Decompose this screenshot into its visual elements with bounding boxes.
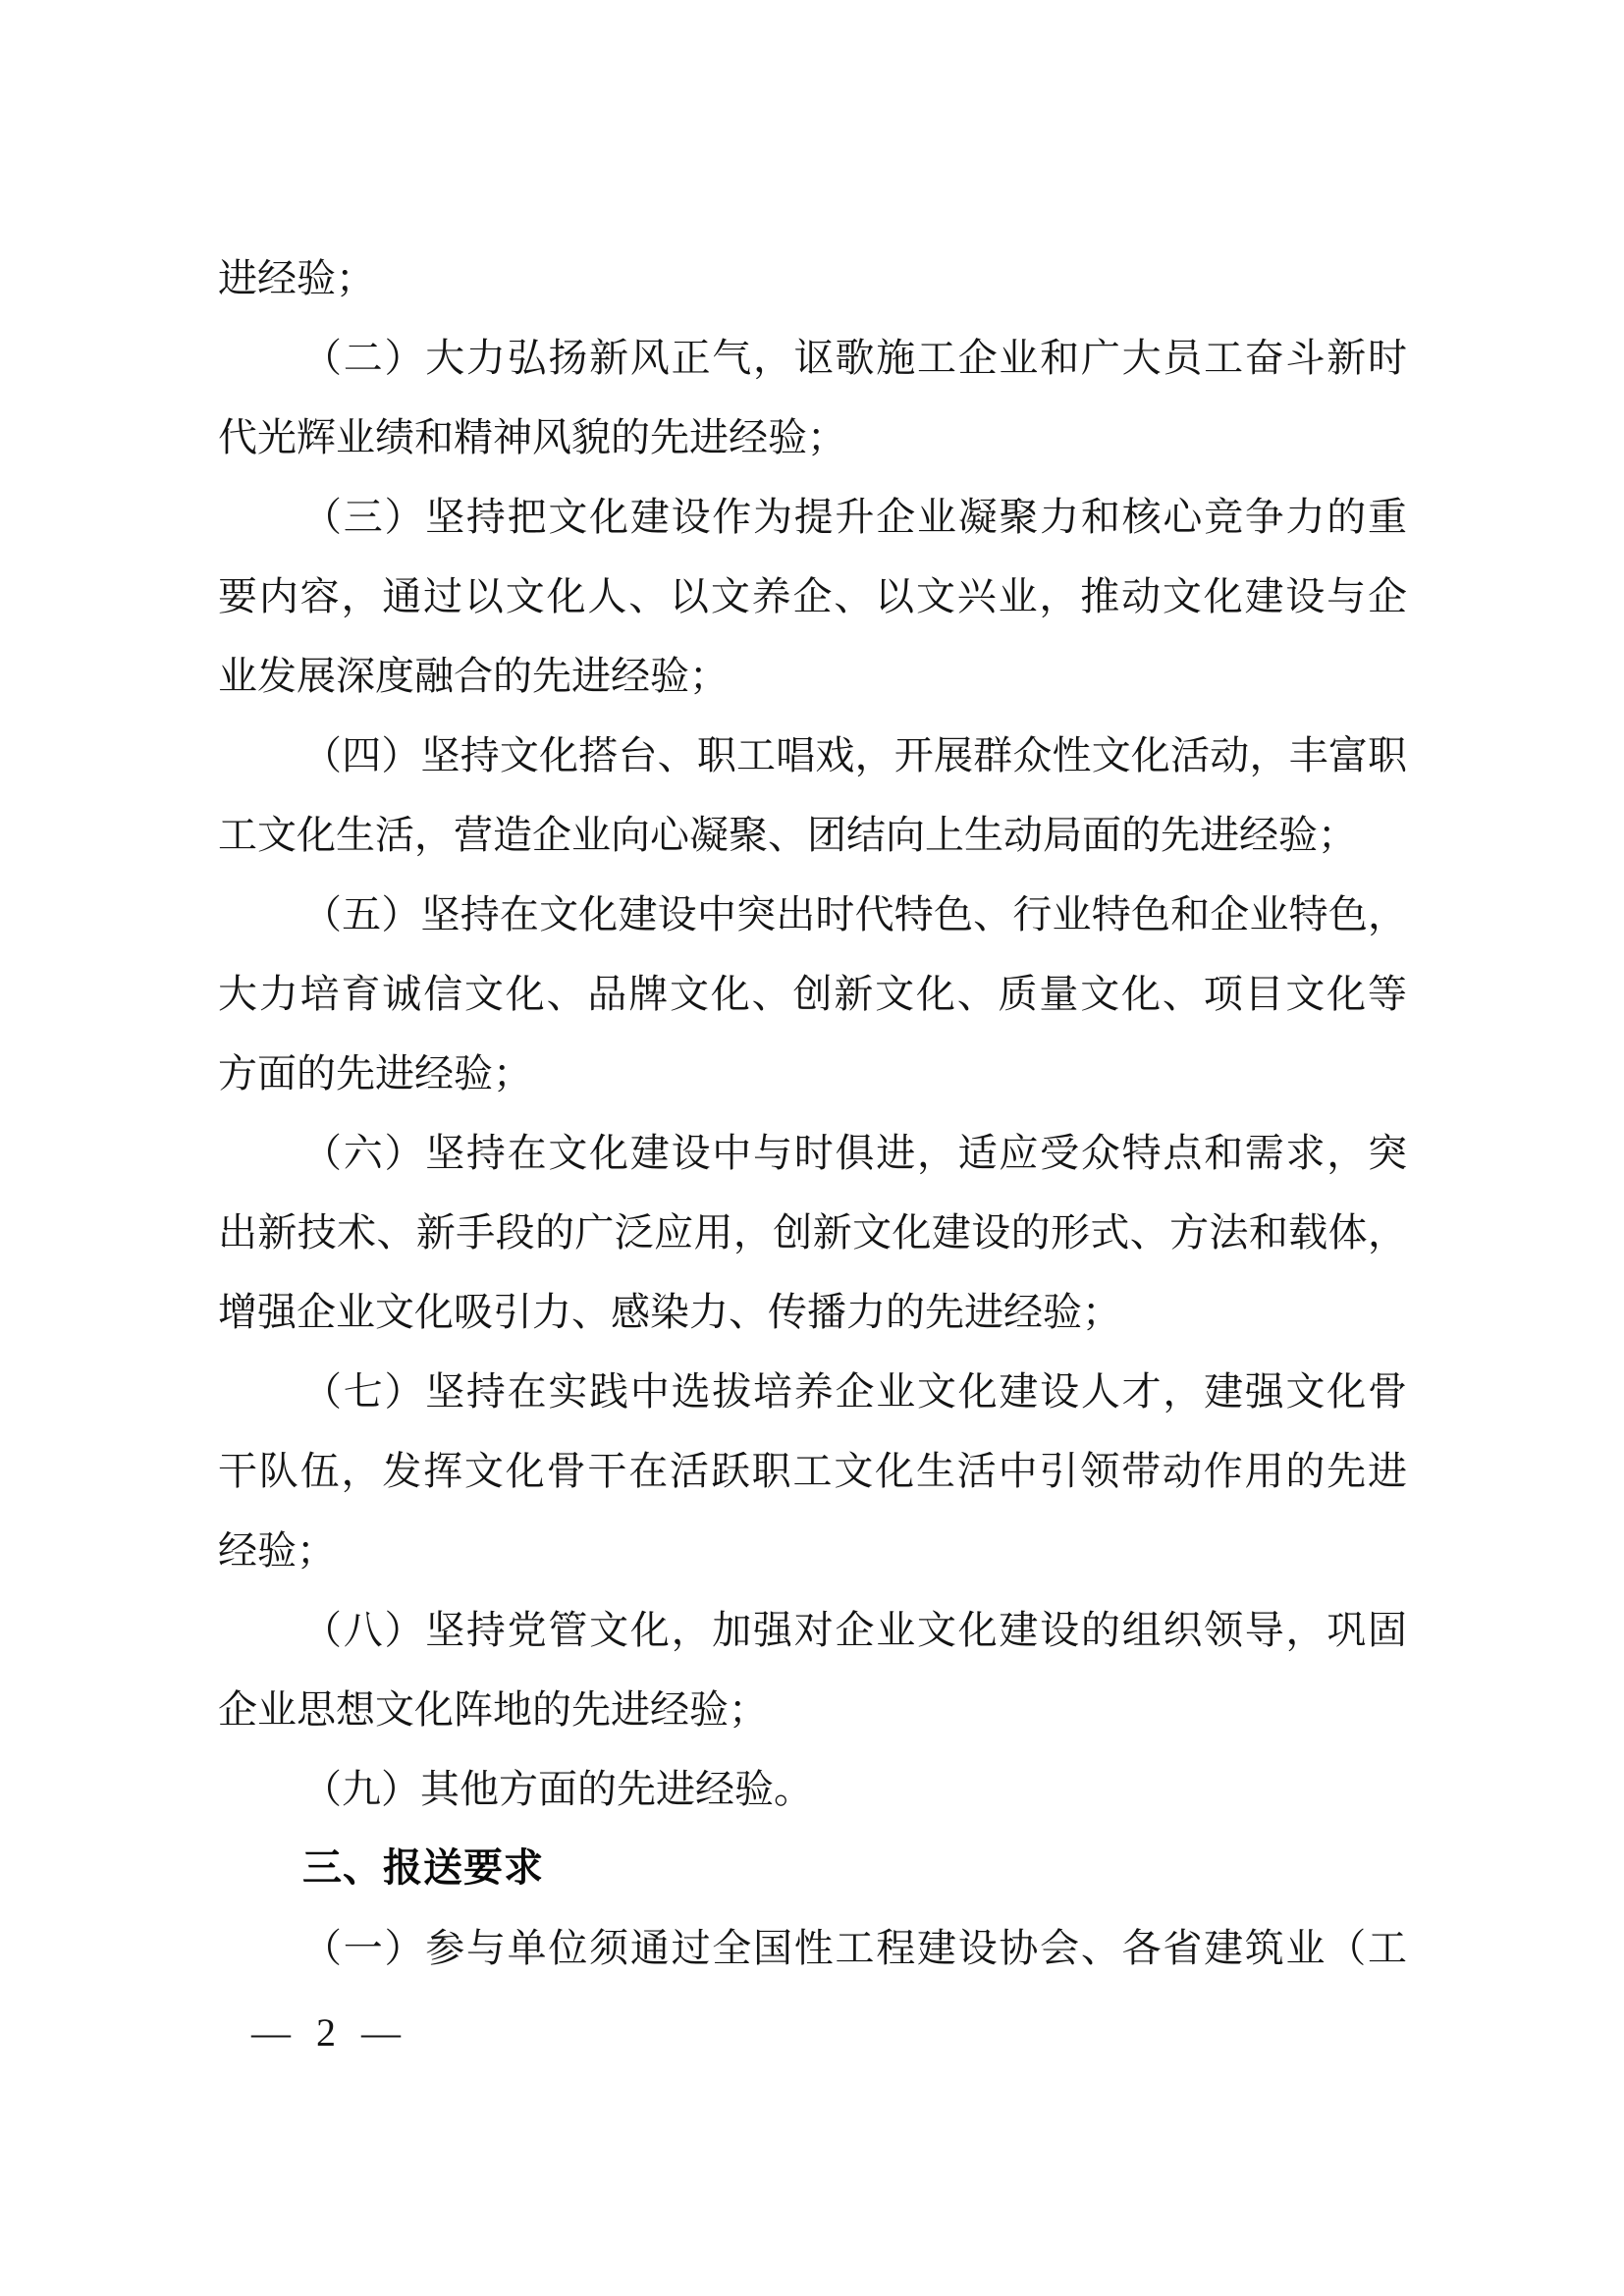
text-line: （一）参与单位须通过全国性工程建设协会、各省建筑业（工 xyxy=(302,1926,1407,1970)
text-line: 大力培育诚信文化、品牌文化、创新文化、质量文化、项目文化等 xyxy=(218,972,1407,1016)
page-number: — 2 — xyxy=(251,2010,408,2055)
text-line: （六）坚持在文化建设中与时俱进，适应受众特点和需求，突 xyxy=(302,1131,1407,1175)
text-line: 进经验； xyxy=(218,256,375,300)
text-line: 代光辉业绩和精神风貌的先进经验； xyxy=(218,415,846,459)
text-line: 要内容，通过以文化人、以文养企、以文兴业，推动文化建设与企 xyxy=(218,574,1407,618)
text-line: 经验； xyxy=(218,1528,336,1573)
document-body xyxy=(218,239,1407,1988)
text-line: 干队伍，发挥文化骨干在活跃职工文化生活中引领带动作用的先进 xyxy=(218,1449,1407,1493)
text-line: （二）大力弘扬新风正气，讴歌施工企业和广大员工奋斗新时 xyxy=(302,336,1407,380)
text-line: 增强企业文化吸引力、感染力、传播力的先进经验； xyxy=(218,1290,1121,1334)
text-line: （三）坚持把文化建设作为提升企业凝聚力和核心竞争力的重 xyxy=(302,495,1407,539)
text-line: 方面的先进经验； xyxy=(218,1051,532,1095)
text-line: 业发展深度融合的先进经验； xyxy=(218,654,729,698)
text-line: （四）坚持文化搭台、职工唱戏，开展群众性文化活动，丰富职 xyxy=(302,733,1407,777)
text-line: （八）坚持党管文化，加强对企业文化建设的组织领导，巩固 xyxy=(302,1608,1407,1652)
section-heading: 三、报送要求 xyxy=(302,1846,544,1890)
text-line: （九）其他方面的先进经验。 xyxy=(302,1767,813,1811)
text-line: 工文化生活，营造企业向心凝聚、团结向上生动局面的先进经验； xyxy=(218,813,1357,857)
text-line: 企业思想文化阵地的先进经验； xyxy=(218,1687,768,1732)
text-line: （五）坚持在文化建设中突出时代特色、行业特色和企业特色， xyxy=(302,892,1407,936)
text-line: （七）坚持在实践中选拔培养企业文化建设人才，建强文化骨 xyxy=(302,1369,1407,1414)
text-line: 出新技术、新手段的广泛应用，创新文化建设的形式、方法和载体， xyxy=(218,1210,1407,1255)
